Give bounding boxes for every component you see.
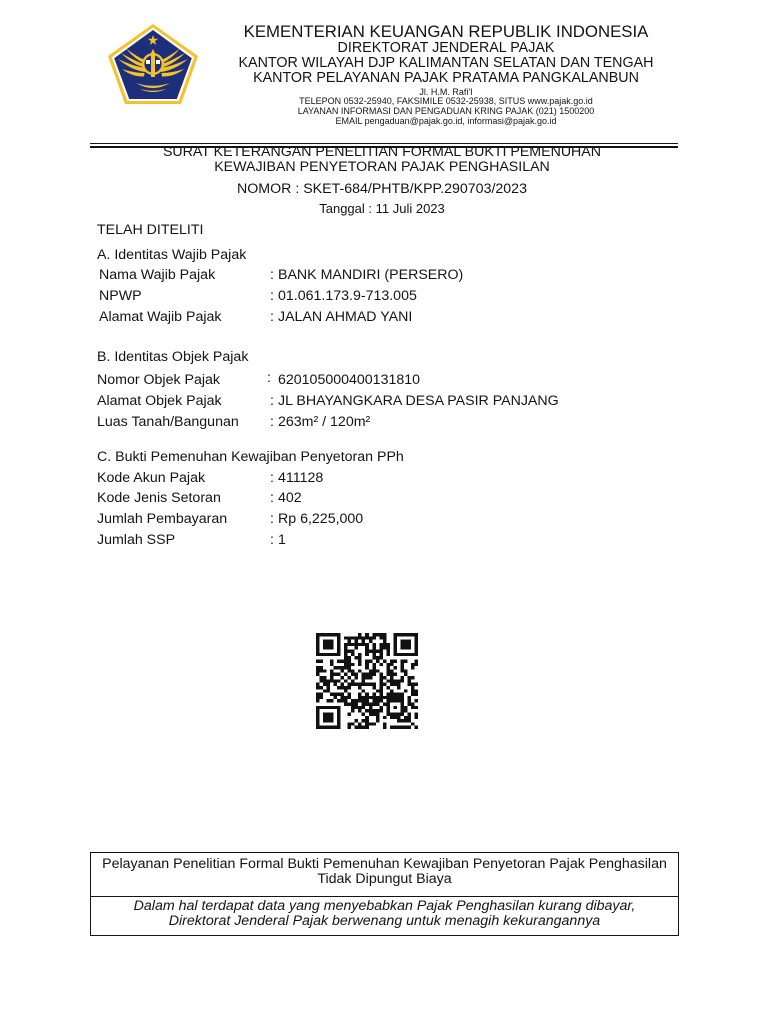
land-building-area-value: 263m² / 120m² xyxy=(278,414,371,430)
deposit-type-code-value: 402 xyxy=(278,490,302,506)
tax-account-code-label: Kode Akun Pajak xyxy=(97,470,206,486)
row-object-number xyxy=(0,372,768,388)
collection-notice-line2: Direktorat Jenderal Pajak berwenang untuk menagih kekurangannya xyxy=(168,913,601,929)
header-tax-office: KANTOR PELAYANAN PAJAK PRATAMA PANGKALANBUN xyxy=(253,70,639,86)
ssp-count-separator: : xyxy=(270,532,274,548)
document-number: NOMOR : SKET-684/PHTB/KPP.290703/2023 xyxy=(237,181,527,197)
taxpayer-name-label: Nama Wajib Pajak xyxy=(99,267,216,283)
payment-amount-value: Rp 6,225,000 xyxy=(278,511,364,527)
logo-monument xyxy=(151,49,155,77)
taxpayer-name-separator: : xyxy=(270,267,274,283)
tax-account-code-value: 411128 xyxy=(278,470,324,486)
row-payment-amount xyxy=(0,511,768,527)
footer-notice-box xyxy=(90,852,679,936)
logo-panel-right xyxy=(156,60,160,64)
land-building-area-label: Luas Tanah/Bangunan xyxy=(97,414,239,430)
document-title-line2: KEWAJIBAN PENYETORAN PAJAK PENGHASILAN xyxy=(214,159,550,175)
payment-amount-label: Jumlah Pembayaran xyxy=(97,511,228,527)
qr-code xyxy=(316,633,418,729)
row-ssp-count xyxy=(0,532,768,548)
object-number-value: 620105000400131810 xyxy=(278,372,421,388)
npwp-value: 01.061.173.9-713.005 xyxy=(278,288,417,304)
row-taxpayer-name xyxy=(0,267,768,283)
taxpayer-address-separator: : xyxy=(270,309,274,325)
object-address-separator: : xyxy=(270,393,274,409)
payment-amount-separator: : xyxy=(270,511,274,527)
section-c-heading: C. Bukti Pemenuhan Kewajiban Penyetoran PPh xyxy=(97,449,404,465)
row-land-building-area xyxy=(0,414,768,430)
object-number-label: Nomor Objek Pajak xyxy=(97,372,221,388)
npwp-separator: : xyxy=(270,288,274,304)
fee-notice-line1: Pelayanan Penelitian Formal Bukti Pemenuhan Kewajiban Penyetoran Pajak Penghasilan xyxy=(102,856,667,872)
row-tax-account-code xyxy=(0,470,768,486)
npwp-label: NPWP xyxy=(99,288,142,304)
kemenkeu-logo-graphic xyxy=(107,23,199,105)
taxpayer-address-value: JALAN AHMAD YANI xyxy=(278,309,413,325)
fee-notice-line2: Tidak Dipungut Biaya xyxy=(317,871,452,887)
header-service-line: LAYANAN INFORMASI DAN PENGADUAN KRING PAJAK (021) 1500200 xyxy=(297,106,595,116)
header-directorate: DIREKTORAT JENDERAL PAJAK xyxy=(337,40,555,56)
object-number-separator: : xyxy=(267,370,271,386)
kemenkeu-logo-icon xyxy=(107,23,199,105)
row-npwp xyxy=(0,288,768,304)
section-b-heading: B. Identitas Objek Pajak xyxy=(97,349,249,365)
ssp-count-value: 1 xyxy=(278,532,286,548)
deposit-type-code-separator: : xyxy=(270,490,274,506)
header-regional-office: KANTOR WILAYAH DJP KALIMANTAN SELATAN DAN TENGAH xyxy=(238,55,654,71)
row-taxpayer-address xyxy=(0,309,768,325)
document-date: Tanggal : 11 Juli 2023 xyxy=(319,201,445,216)
land-building-area-separator: : xyxy=(270,414,274,430)
object-address-value: JL BHAYANGKARA DESA PASIR PANJANG xyxy=(278,393,559,409)
row-object-address xyxy=(0,393,768,409)
header-email-line: EMAIL pengaduan@pajak.go.id, informasi@pajak.go.id xyxy=(335,116,557,126)
taxpayer-address-label: Alamat Wajib Pajak xyxy=(99,309,222,325)
tax-account-code-separator: : xyxy=(270,470,274,486)
row-deposit-type-code xyxy=(0,490,768,506)
object-address-label: Alamat Objek Pajak xyxy=(97,393,222,409)
header-phone-line: TELEPON 0532-25940, FAKSIMILE 0532-25938, SITUS www.pajak.go.id xyxy=(299,96,593,106)
collection-notice-cell xyxy=(91,897,678,929)
status-heading: TELAH DITELITI xyxy=(97,222,204,238)
collection-notice-line1: Dalam hal terdapat data yang menyebabkan Pajak Penghasilan kurang dibayar, xyxy=(133,898,636,914)
document-title-line1: SURAT KETERANGAN PENELITIAN FORMAL BUKTI PEMENUHAN xyxy=(162,144,602,160)
fee-notice-cell xyxy=(91,853,678,897)
logo-panel-left xyxy=(146,60,150,64)
section-a-heading: A. Identitas Wajib Pajak xyxy=(97,247,247,263)
header-address: Jl. H.M. Rafi'I xyxy=(419,87,473,97)
ssp-count-label: Jumlah SSP xyxy=(97,532,176,548)
header-ministry: KEMENTERIAN KEUANGAN REPUBLIK INDONESIA xyxy=(243,22,649,41)
qr-code-graphic xyxy=(316,633,418,729)
taxpayer-name-value: BANK MANDIRI (PERSERO) xyxy=(278,267,464,283)
deposit-type-code-label: Kode Jenis Setoran xyxy=(97,490,221,506)
